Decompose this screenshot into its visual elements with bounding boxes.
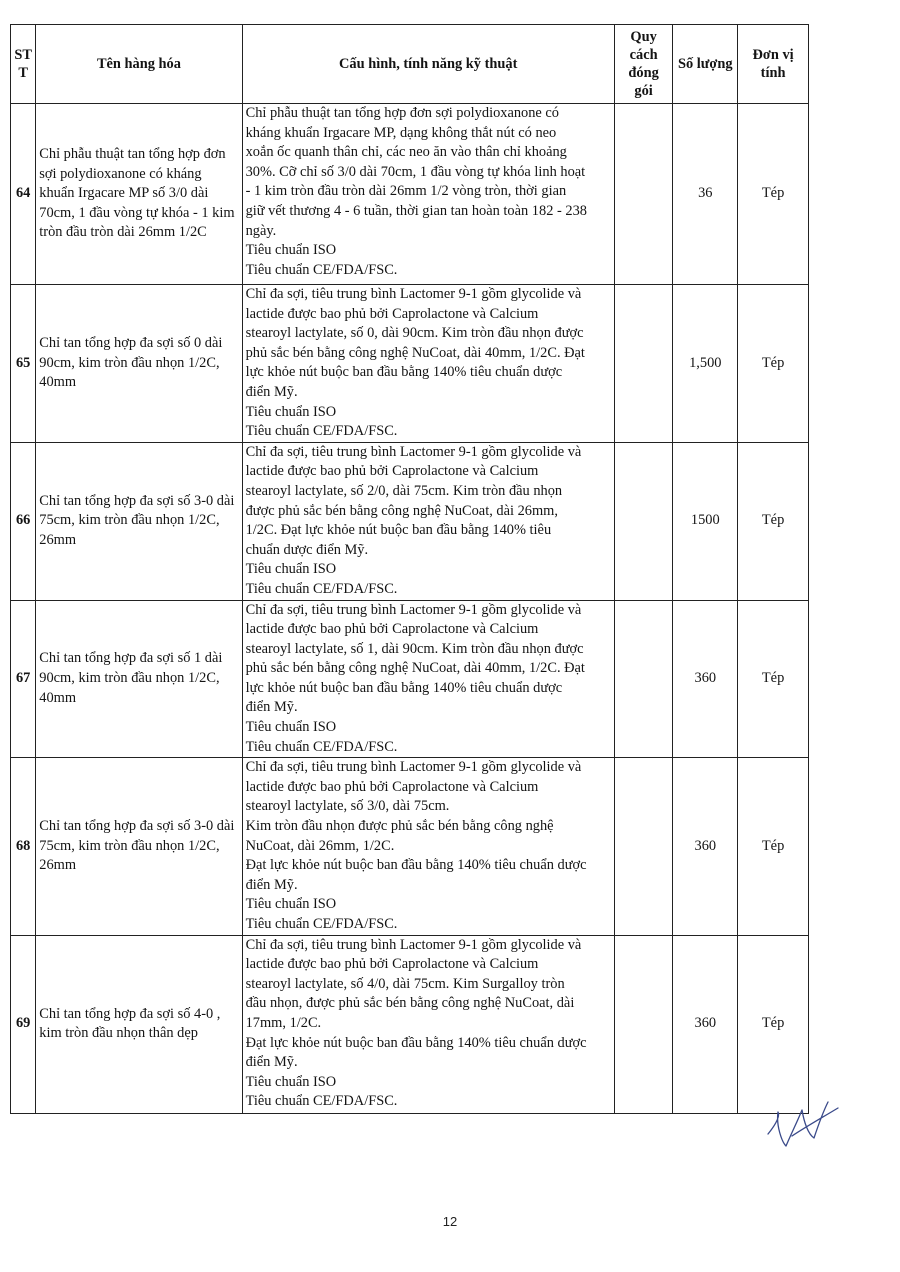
- row-spec: [242, 935, 614, 1113]
- row-unit: Tép: [738, 935, 809, 1113]
- header-unit: Đơn vị tính: [738, 25, 809, 104]
- spec-line: phủ sắc bén bằng công nghệ NuCoat, dài 40mm, 1/2C. Đạt: [245, 344, 585, 361]
- spec-line: Tiêu chuẩn CE/FDA/FSC.: [245, 916, 398, 932]
- table-row: [11, 935, 809, 1113]
- product-spec-table: [10, 24, 809, 1114]
- spec-line: lactide được bao phủ bởi Caprolactone và Calcium: [245, 463, 539, 480]
- spec-line: điển Mỹ.: [245, 876, 298, 893]
- spec-line: Tiêu chuẩn ISO: [245, 719, 337, 736]
- spec-line: stearoyl lactylate, số 1, dài 90cm. Kim tròn đầu nhọn được: [245, 640, 584, 657]
- spec-line: đầu nhọn, được phủ sắc bén bằng công nghệ NuCoat, dài: [245, 995, 575, 1012]
- table-row: [11, 442, 809, 600]
- spec-line: xoắn ốc quanh thân chỉ, các neo ăn vào thân chỉ khoảng: [245, 144, 567, 161]
- row-stt: 67: [11, 600, 36, 758]
- row-quantity: 360: [673, 600, 738, 758]
- signature-mark: [762, 1096, 842, 1152]
- row-packaging: [614, 935, 673, 1113]
- row-product-name: Chỉ tan tổng hợp đa sợi số 1 dài 90cm, kim tròn đầu nhọn 1/2C, 40mm: [36, 600, 242, 758]
- spec-line: Tiêu chuẩn CE/FDA/FSC.: [245, 738, 398, 755]
- table-header: [11, 25, 809, 104]
- spec-line: điển Mỹ.: [245, 1054, 298, 1071]
- spec-line: Tiêu chuẩn ISO: [245, 403, 337, 420]
- row-unit: Tép: [738, 104, 809, 285]
- row-spec: [242, 600, 614, 758]
- header-row: [11, 25, 809, 104]
- header-spec: Cấu hình, tính năng kỹ thuật: [242, 25, 614, 104]
- spec-line: 17mm, 1/2C.: [245, 1014, 322, 1031]
- header-name: Tên hàng hóa: [36, 25, 242, 104]
- row-quantity: 1,500: [673, 285, 738, 443]
- header-pack: Quy cách đóng gói: [614, 25, 673, 104]
- spec-line: ngày.: [245, 222, 277, 239]
- spec-line: Tiêu chuẩn CE/FDA/FSC.: [245, 423, 398, 440]
- spec-line: Tiêu chuẩn ISO: [245, 561, 337, 578]
- table-row: [11, 285, 809, 443]
- spec-line: Tiêu chuẩn CE/FDA/FSC.: [245, 1093, 398, 1110]
- row-unit: Tép: [738, 285, 809, 443]
- table-row: [11, 600, 809, 758]
- spec-line: chuẩn dược điển Mỹ.: [245, 541, 369, 558]
- row-product-name: Chỉ tan tổng hợp đa sợi số 4-0 , kim tròn đầu nhọn thân dẹp: [36, 935, 242, 1113]
- spec-line: được phủ sắc bén bằng công nghệ NuCoat, dài 26mm,: [245, 502, 558, 519]
- table-row: [11, 758, 809, 935]
- spec-line: stearoyl lactylate, số 4/0, dài 75cm. Kim Surgalloy tròn: [245, 975, 565, 992]
- table-body: [11, 104, 809, 1114]
- spec-line: Đạt lực khỏe nút buộc ban đầu bằng 140% tiêu chuẩn dược: [245, 1034, 587, 1051]
- table-row: [11, 104, 809, 285]
- spec-line: stearoyl lactylate, số 0, dài 90cm. Kim tròn đầu nhọn được: [245, 325, 584, 342]
- spec-line: phủ sắc bén bằng công nghệ NuCoat, dài 40mm, 1/2C. Đạt: [245, 660, 585, 677]
- row-unit: Tép: [738, 442, 809, 600]
- row-stt: 65: [11, 285, 36, 443]
- row-stt: 69: [11, 935, 36, 1113]
- row-quantity: 1500: [673, 442, 738, 600]
- row-unit: Tép: [738, 600, 809, 758]
- spec-line: stearoyl lactylate, số 3/0, dài 75cm.: [245, 798, 450, 815]
- spec-line: Tiêu chuẩn ISO: [245, 1073, 337, 1090]
- row-product-name: Chỉ tan tổng hợp đa sợi số 3-0 dài 75cm, kim tròn đầu nhọn 1/2C, 26mm: [36, 442, 242, 600]
- spec-line: lactide được bao phủ bởi Caprolactone và Calcium: [245, 778, 539, 795]
- row-packaging: [614, 600, 673, 758]
- spec-line: lực khỏe nút buộc ban đầu bằng 140% tiêu chuẩn dược: [245, 679, 563, 696]
- page-number: 12: [442, 1214, 458, 1229]
- spec-line: Chỉ đa sợi, tiêu trung bình Lactomer 9-1 gồm glycolide và: [245, 759, 582, 776]
- spec-line: Chỉ đa sợi, tiêu trung bình Lactomer 9-1 gồm glycolide và: [245, 601, 582, 618]
- spec-line: Chỉ phẫu thuật tan tổng hợp đơn sợi polydioxanone có: [245, 105, 559, 121]
- spec-line: Tiêu chuẩn ISO: [245, 242, 337, 259]
- spec-line: giữ vết thương 4 - 6 tuần, thời gian tan hoàn toàn 182 - 238: [245, 202, 587, 219]
- row-stt: 66: [11, 442, 36, 600]
- spec-line: Chỉ đa sợi, tiêu trung bình Lactomer 9-1 gồm glycolide và: [245, 443, 582, 460]
- header-qty: Số lượng: [673, 25, 738, 104]
- row-unit: Tép: [738, 758, 809, 935]
- row-spec: [242, 758, 614, 935]
- row-packaging: [614, 285, 673, 443]
- spec-line: Tiêu chuẩn CE/FDA/FSC.: [245, 261, 398, 278]
- row-packaging: [614, 104, 673, 285]
- spec-line: 1/2C. Đạt lực khỏe nút buộc ban đầu bằng 140% tiêu: [245, 522, 552, 539]
- spec-line: - 1 kim tròn đầu tròn dài 26mm 1/2 vòng tròn, thời gian: [245, 183, 567, 200]
- spec-line: lactide được bao phủ bởi Caprolactone và Calcium: [245, 305, 539, 322]
- row-quantity: 360: [673, 758, 738, 935]
- header-stt: ST T: [11, 25, 36, 104]
- spec-line: lactide được bao phủ bởi Caprolactone và Calcium: [245, 956, 539, 973]
- spec-line: Kim tròn đầu nhọn được phủ sắc bén bằng công nghệ: [245, 818, 554, 835]
- row-stt: 64: [11, 104, 36, 285]
- row-quantity: 360: [673, 935, 738, 1113]
- row-product-name: Chỉ phẫu thuật tan tổng hợp đơn sợi polydioxanone có kháng khuẩn Irgacare MP số 3/0 dài 70cm, 1 đầu vòng tự khóa - 1 kim tròn đầu tròn dài 26mm 1/2C: [36, 104, 242, 285]
- row-stt: 68: [11, 758, 36, 935]
- spec-line: Tiêu chuẩn ISO: [245, 896, 337, 913]
- spec-line: Tiêu chuẩn CE/FDA/FSC.: [245, 580, 398, 597]
- spec-line: lactide được bao phủ bởi Caprolactone và Calcium: [245, 621, 539, 638]
- row-product-name: Chỉ tan tổng hợp đa sợi số 3-0 dài 75cm, kim tròn đầu nhọn 1/2C, 26mm: [36, 758, 242, 935]
- row-packaging: [614, 442, 673, 600]
- spec-line: NuCoat, dài 26mm, 1/2C.: [245, 837, 395, 854]
- spec-line: Chỉ đa sợi, tiêu trung bình Lactomer 9-1 gồm glycolide và: [245, 286, 582, 302]
- row-packaging: [614, 758, 673, 935]
- spec-line: Đạt lực khỏe nút buộc ban đầu bằng 140% tiêu chuẩn dược: [245, 857, 587, 874]
- spec-line: Chỉ đa sợi, tiêu trung bình Lactomer 9-1 gồm glycolide và: [245, 936, 582, 953]
- row-quantity: 36: [673, 104, 738, 285]
- row-product-name: Chỉ tan tổng hợp đa sợi số 0 dài 90cm, kim tròn đầu nhọn 1/2C, 40mm: [36, 285, 242, 443]
- row-spec: [242, 104, 614, 285]
- spec-line: 30%. Cỡ chỉ số 3/0 dài 70cm, 1 đầu vòng tự khóa linh hoạt: [245, 163, 586, 180]
- spec-line: stearoyl lactylate, số 2/0, dài 75cm. Kim tròn đầu nhọn: [245, 482, 563, 499]
- spec-line: lực khỏe nút buộc ban đầu bằng 140% tiêu chuẩn dược: [245, 364, 563, 381]
- spec-line: điển Mỹ.: [245, 699, 298, 716]
- row-spec: [242, 442, 614, 600]
- spec-line: điển Mỹ.: [245, 383, 298, 400]
- row-spec: [242, 285, 614, 443]
- spec-line: kháng khuẩn Irgacare MP, dạng không thắt nút có neo: [245, 124, 557, 141]
